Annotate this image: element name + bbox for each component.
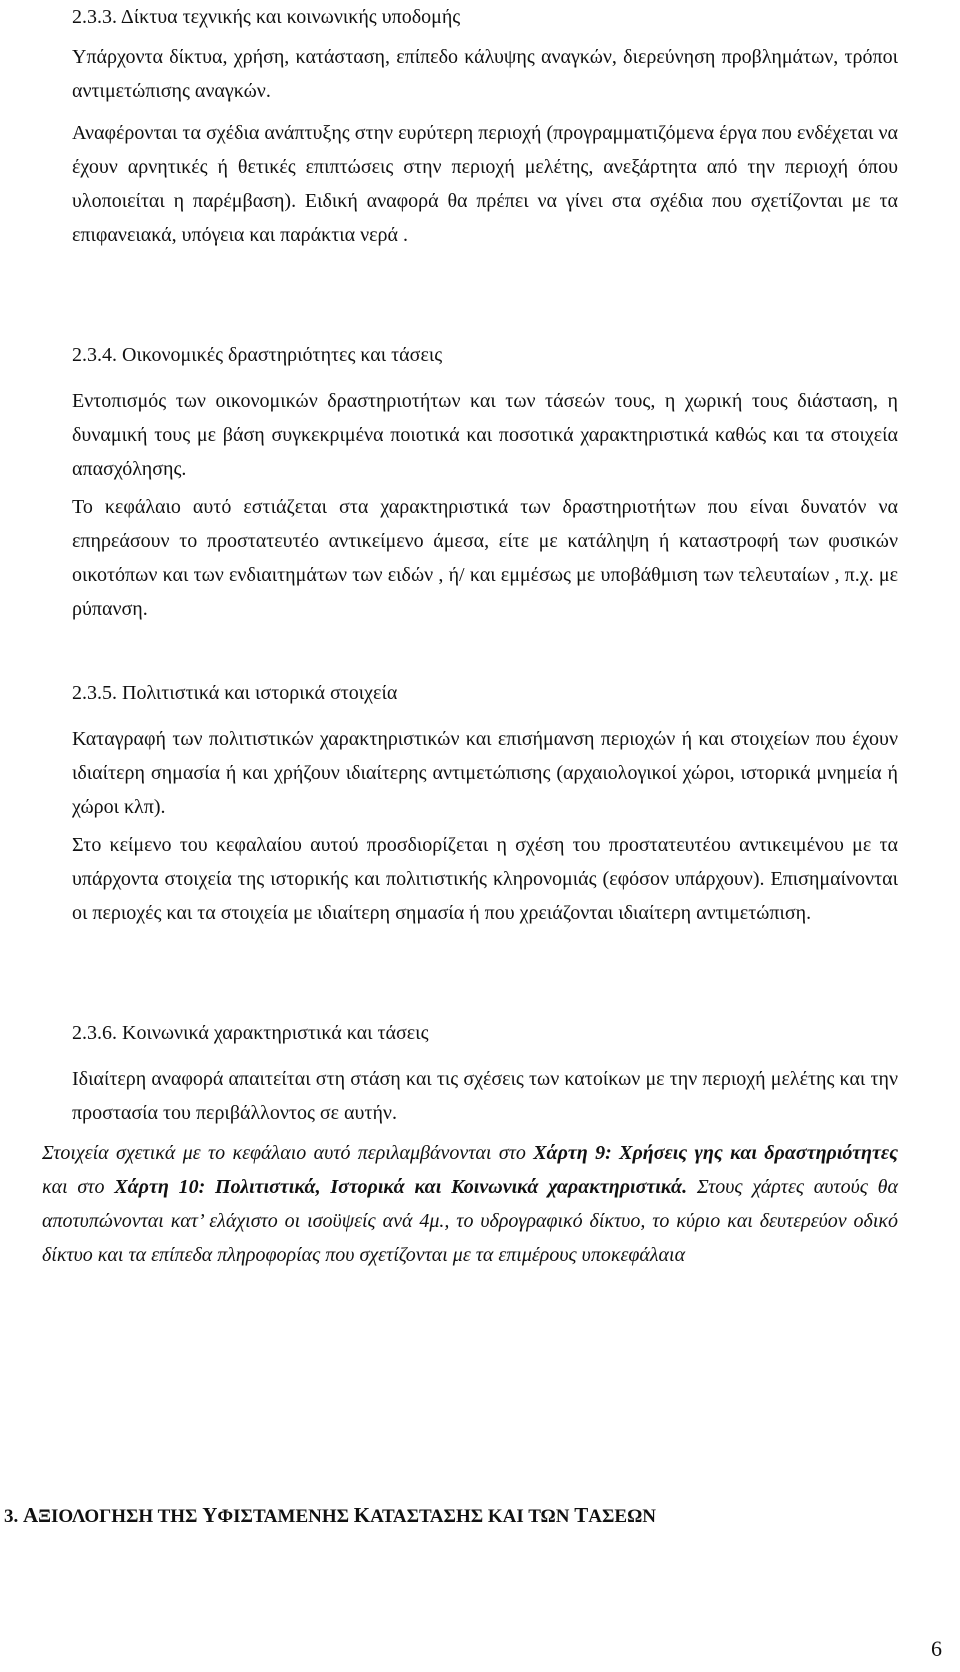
section-heading-2-3-5: 2.3.5. Πολιτιστικά και ιστορικά στοιχεία: [72, 682, 398, 704]
note-map-10-reference: Χάρτη 10: Πολιτιστικά, Ιστορικά και Κοινωνικά χαρακτηριστικά.: [114, 1176, 688, 1198]
section-heading-2-3-6: 2.3.6. Κοινωνικά χαρακτηριστικά και τάσεις: [72, 1022, 429, 1044]
paragraph-social-characteristics: Ιδιαίτερη αναφορά απαιτείται στη στάση και τις σχέσεις των κατοίκων με την περιοχή μελέτης και την προστασία του περιβάλλοντος σε αυτήν.: [72, 1068, 898, 1124]
paragraph-economic-focus: Το κεφάλαιο αυτό εστιάζεται στα χαρακτηριστικά των δραστηριοτήτων που είναι δυνατόν να επηρεάσουν το προστατευτέο αντικείμενο άμεσα, είτε με κατάληψη ή καταστροφή των φυσικών οικοτόπων και των ενδιαιτημάτων των ειδών , ή/ και εμμέσως με υποβάθμιση των τελευταίων , π.χ. με ρύπανση.: [72, 496, 898, 620]
chapter-number: 3.: [4, 1506, 23, 1527]
chapter-heading: 3. ΑΞΙΟΛΟΓΗΣΗ ΤΗΣ ΥΦΙΣΤΑΜΕΝΗΣ ΚΑΤΑΣΤΑΣΗΣ ΚΑΙ ΤΩΝ ΤΑΣΕΩΝ: [4, 1503, 657, 1527]
note-text-1: Στοιχεία σχετικά με το κεφάλαιο αυτό περιλαμβάνονται στο: [42, 1142, 534, 1164]
paragraph-cultural-heritage: Στο κείμενο του κεφαλαίου αυτού προσδιορίζεται η σχέση του προστατευτέου αντικειμένου με τα υπάρχοντα στοιχεία της ιστορικής και πολιτιστικής κληρονομιάς (εφόσον υπάρχουν). Επισημαίνονται οι περιοχές και τα στοιχεία με ιδιαίτερη σημασία ή που χρειάζονται ιδιαίτερη αντιμετώπιση.: [72, 834, 898, 924]
paragraph-development-plans: Αναφέρονται τα σχέδια ανάπτυξης στην ευρύτερη περιοχή (προγραμματιζόμενα έργα που ενδέχεται να έχουν αρνητικές ή θετικές επιπτώσεις στην περιοχή μελέτης, ανεξάρτητα από την περιοχή όπου υλοποιείται η παρέμβαση). Ειδική αναφορά θα πρέπει να γίνει στα σχέδια που σχετίζονται με τα επιφανειακά, υπόγεια και παράκτια νερά .: [72, 122, 898, 246]
paragraph-networks-existing: Υπάρχοντα δίκτυα, χρήση, κατάσταση, επίπεδο κάλυψης αναγκών, διερεύνηση προβλημάτων, τρόποι αντιμετώπισης αναγκών.: [72, 46, 898, 102]
note-text-3: Στους χάρτες αυτούς θα αποτυπώνονται κατ’ ελάχιστο οι ισοϋψείς ανά 4μ., το υδρογραφικό δίκτυο, το κύριο και δευτερεύον οδικό δίκτυο και τα επίπεδα πληροφορίας που σχετίζονται με τα επιμέρους υποκεφάλαια: [42, 1176, 898, 1266]
paragraph-economic-activities: Εντοπισμός των οικονομικών δραστηριοτήτων και των τάσεών τους, η χωρική τους διάσταση, η δυναμική τους με βάση συγκεκριμένα ποιοτικά και ποσοτικά χαρακτηριστικά καθώς και τα στοιχεία απασχόλησης.: [72, 390, 898, 480]
note-map-9-reference: Χάρτη 9: Χρήσεις γης και δραστηριότητες: [533, 1142, 898, 1164]
map-reference-note: [42, 1136, 898, 1272]
paragraph-cultural-record: Καταγραφή των πολιτιστικών χαρακτηριστικών και επισήμανση περιοχών ή και στοιχείων που έχουν ιδιαίτερη σημασία ή και χρήζουν ιδιαίτερης αντιμετώπισης (αρχαιολογικοί χώροι, ιστορικά μνημεία ή χώροι κλπ).: [72, 728, 898, 818]
page-number: 6: [931, 1636, 942, 1661]
section-heading-2-3-4: 2.3.4. Οικονομικές δραστηριότητες και τάσεις: [72, 344, 443, 366]
note-text-2: και στο: [42, 1176, 115, 1198]
section-heading-2-3-3: 2.3.3. Δίκτυα τεχνικής και κοινωνικής υποδομής: [72, 6, 461, 28]
